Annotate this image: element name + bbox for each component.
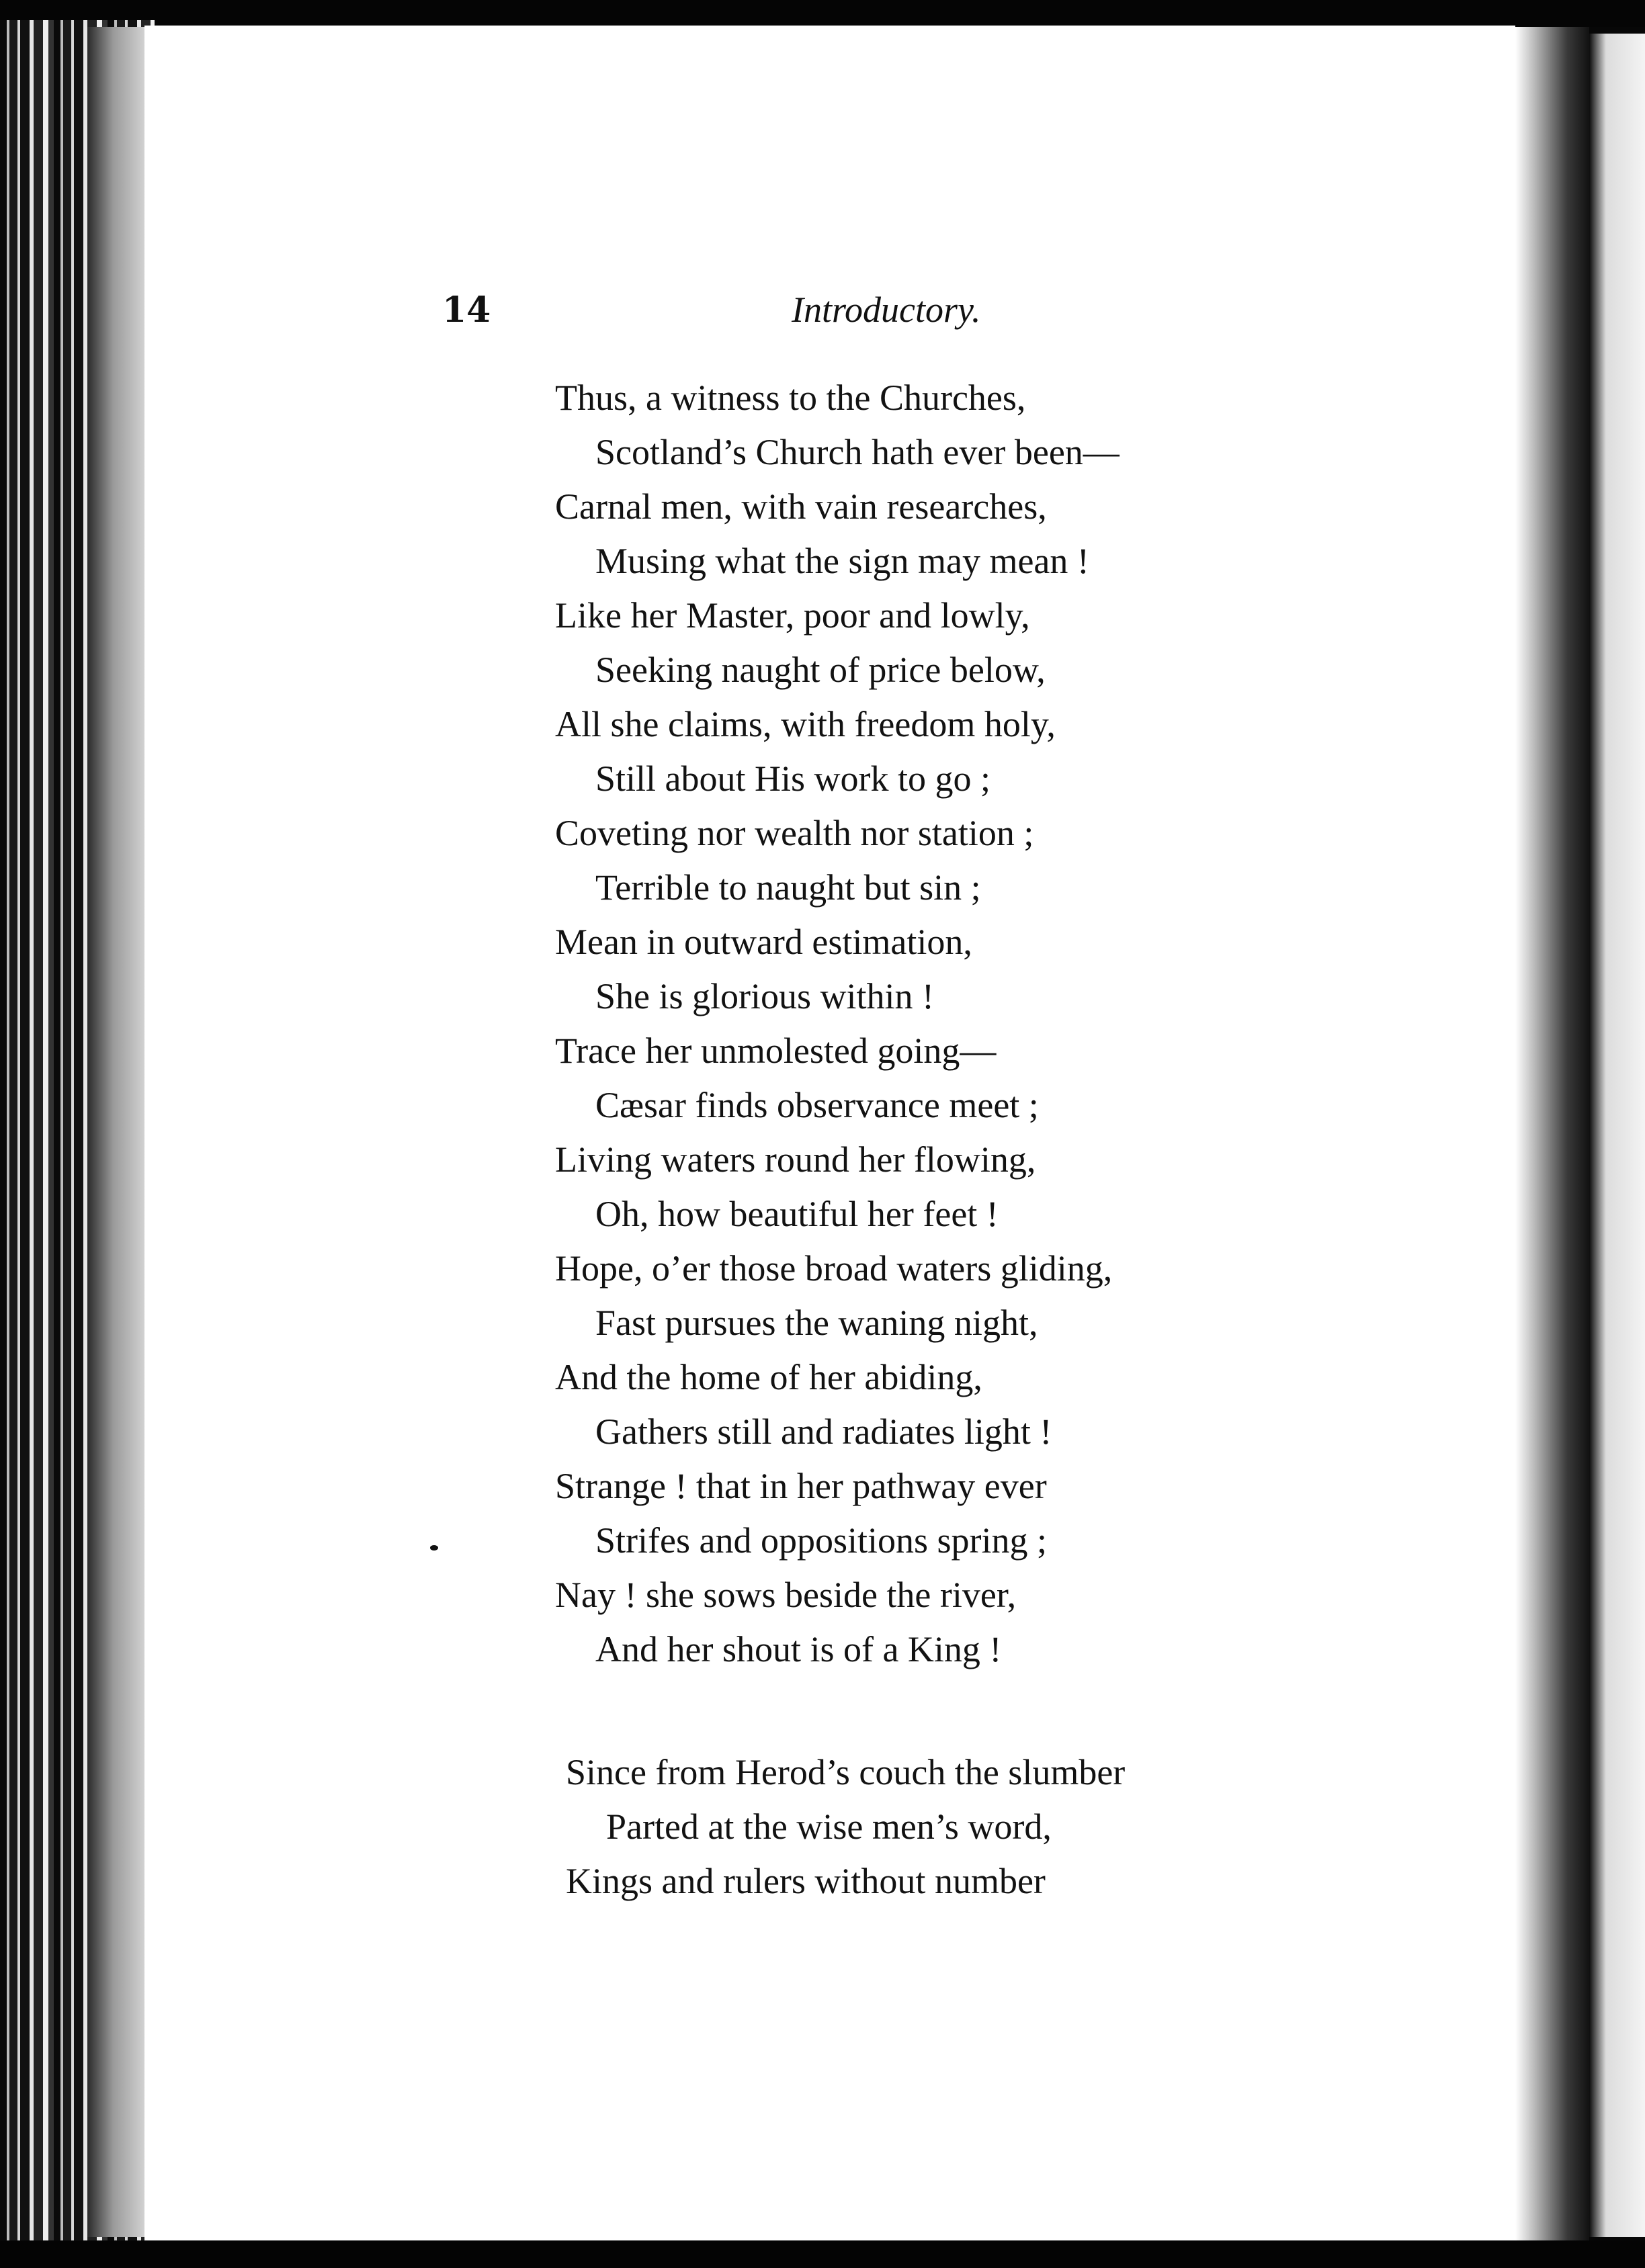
scan-bottom-border <box>0 2240 1645 2268</box>
facing-page-edge <box>1589 34 1645 2237</box>
poem-line: Parted at the wise men’s word, <box>606 1806 1052 1847</box>
running-title: Introductory. <box>792 290 981 330</box>
poem-stanza-two <box>566 1745 1453 1909</box>
poem-line: Like her Master, poor and lowly, <box>555 595 1030 636</box>
poem-line: Musing what the sign may mean ! <box>595 541 1089 581</box>
poem-line: All she claims, with freedom holy, <box>555 704 1056 744</box>
ink-speck <box>430 1545 438 1551</box>
poem-line: And the home of her abiding, <box>555 1357 982 1397</box>
poem-stanza-one <box>555 371 1442 1677</box>
poem-line: Gathers still and radiates light ! <box>595 1411 1052 1452</box>
poem-line: Strange ! that in her pathway ever <box>555 1466 1047 1506</box>
poem-line: Strifes and oppositions spring ; <box>595 1520 1047 1561</box>
poem-line: Terrible to naught but sin ; <box>595 867 981 908</box>
poem-line: Trace her unmolested going— <box>555 1031 997 1071</box>
scan-top-border <box>0 0 1645 27</box>
poem-line: Scotland’s Church hath ever been— <box>595 432 1120 472</box>
poem-line: Mean in outward estimation, <box>555 922 972 962</box>
poem-line: Oh, how beautiful her feet ! <box>595 1194 999 1234</box>
poem-line: Nay ! she sows beside the river, <box>555 1575 1017 1615</box>
poem-line: Cæsar finds observance meet ; <box>595 1085 1039 1125</box>
poem-line: Coveting nor wealth nor station ; <box>555 813 1034 853</box>
poem-line: Hope, o’er those broad waters gliding, <box>555 1248 1113 1289</box>
poem-line: Kings and rulers without number <box>566 1861 1046 1901</box>
poem-line: Since from Herod’s couch the slumber <box>566 1752 1126 1792</box>
poem-line: And her shout is of a King ! <box>595 1629 1002 1669</box>
poem-line: Thus, a witness to the Churches, <box>555 378 1026 418</box>
right-gutter-shadow <box>1515 27 1589 2240</box>
poem-line: Carnal men, with vain researches, <box>555 486 1047 527</box>
poem-line: Seeking naught of price below, <box>595 650 1046 690</box>
page-number: 14 <box>442 290 491 331</box>
poem-line: Still about His work to go ; <box>595 758 991 799</box>
poem-line: Fast pursues the waning night, <box>595 1303 1038 1343</box>
poem-line: Living waters round her flowing, <box>555 1139 1036 1180</box>
poem-line: She is glorious within ! <box>595 976 935 1016</box>
